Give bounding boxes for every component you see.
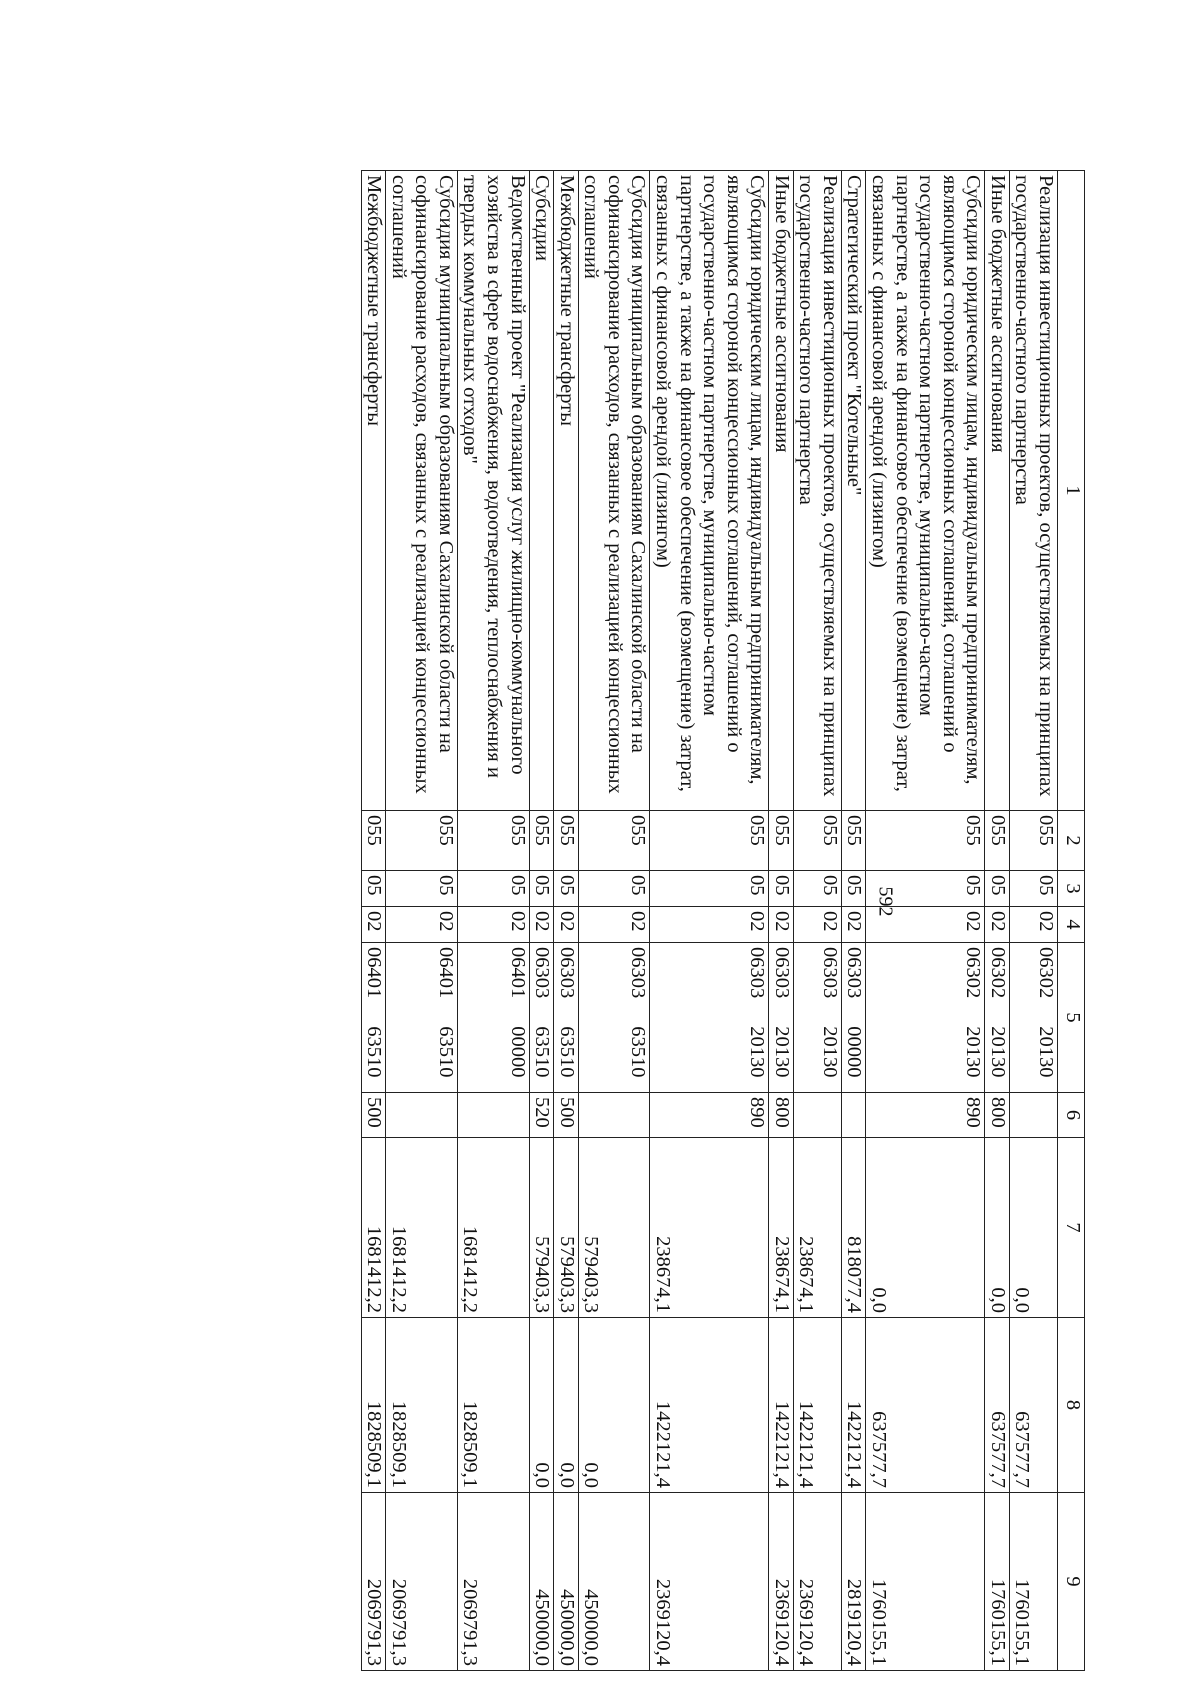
code-target-direction: 00000 xyxy=(506,1026,529,1078)
code-gov: 055 xyxy=(529,811,554,871)
code-type: 520 xyxy=(529,1093,554,1138)
code-section: 05 xyxy=(578,871,650,907)
table-row xyxy=(361,171,386,1671)
code-gov: 055 xyxy=(866,811,985,871)
code-type xyxy=(1009,1093,1057,1138)
value-col9: 2369120,4 xyxy=(793,1493,841,1671)
row-name: Межбюджетные трансферты xyxy=(361,171,386,811)
code-target xyxy=(554,943,579,1093)
row-name: Субсидии xyxy=(529,171,554,811)
value-col9: 450000,0 xyxy=(578,1493,650,1671)
code-target-direction: 63510 xyxy=(531,1026,554,1078)
code-subsection: 02 xyxy=(1009,907,1057,943)
value-col9: 2819120,4 xyxy=(841,1493,866,1671)
code-target xyxy=(793,943,841,1093)
code-target-program: 06303 xyxy=(555,947,578,999)
value-col7: 0,0 xyxy=(866,1138,985,1318)
header-cell: 9 xyxy=(1058,1493,1085,1671)
code-target xyxy=(529,943,554,1093)
table-row xyxy=(866,171,985,1671)
code-subsection: 02 xyxy=(793,907,841,943)
code-type xyxy=(386,1093,458,1138)
code-type xyxy=(457,1093,529,1138)
code-gov: 055 xyxy=(361,811,386,871)
table-row xyxy=(769,171,794,1671)
row-name: Субсидия муниципальным образованиям Сахалинской области на софинансирование расходов, связанных с реализацией концессионных соглашений xyxy=(578,171,650,811)
table-row xyxy=(529,171,554,1671)
code-section: 05 xyxy=(386,871,458,907)
code-target-direction: 20130 xyxy=(962,1026,985,1078)
code-subsection: 02 xyxy=(769,907,794,943)
value-col7: 579403,3 xyxy=(529,1138,554,1318)
code-gov: 055 xyxy=(793,811,841,871)
value-col8: 0,0 xyxy=(554,1318,579,1493)
code-section: 05 xyxy=(554,871,579,907)
code-target-direction: 63510 xyxy=(555,1026,578,1078)
value-col8: 637577,7 xyxy=(866,1318,985,1493)
code-gov: 055 xyxy=(1009,811,1057,871)
header-cell: 1 xyxy=(1058,171,1085,811)
value-col9: 2369120,4 xyxy=(769,1493,794,1671)
value-col8: 637577,7 xyxy=(985,1318,1010,1493)
code-gov: 055 xyxy=(841,811,866,871)
value-col9: 2069791,3 xyxy=(457,1493,529,1671)
code-section: 05 xyxy=(985,871,1010,907)
value-col9: 450000,0 xyxy=(554,1493,579,1671)
code-type xyxy=(841,1093,866,1138)
code-target xyxy=(841,943,866,1093)
code-target-program: 06302 xyxy=(962,947,985,999)
code-target xyxy=(1009,943,1057,1093)
value-col8: 1422121,4 xyxy=(650,1318,769,1493)
value-col9: 2069791,3 xyxy=(361,1493,386,1671)
code-type xyxy=(793,1093,841,1138)
table-row xyxy=(578,171,650,1671)
code-type: 500 xyxy=(361,1093,386,1138)
table-row xyxy=(793,171,841,1671)
row-name: Стратегический проект "Котельные" xyxy=(841,171,866,811)
header-cell: 7 xyxy=(1058,1138,1085,1318)
code-target-direction: 20130 xyxy=(746,1026,769,1078)
code-target-direction: 63510 xyxy=(363,1026,386,1078)
code-target-program: 06401 xyxy=(506,947,529,999)
page-number: 592 xyxy=(874,886,897,917)
value-col8: 1422121,4 xyxy=(841,1318,866,1493)
value-col7: 1681412,2 xyxy=(457,1138,529,1318)
code-subsection: 02 xyxy=(578,907,650,943)
header-row xyxy=(1058,171,1085,1671)
row-name: Ведомственный проект "Реализация услуг жилищно-коммунального хозяйства в сфере водоснабжения, водоотведения, теплоснабжения и твердых коммунальных отходов" xyxy=(457,171,529,811)
code-section: 05 xyxy=(793,871,841,907)
code-gov: 055 xyxy=(554,811,579,871)
code-target-program: 06303 xyxy=(627,947,650,999)
value-col7: 238674,1 xyxy=(769,1138,794,1318)
table-row xyxy=(650,171,769,1671)
value-col8: 0,0 xyxy=(529,1318,554,1493)
code-section: 05 xyxy=(866,871,985,907)
code-type: 800 xyxy=(769,1093,794,1138)
row-name: Субсидии юридическим лицам, индивидуальным предпринимателям, являющимся стороной концессионных соглашений, соглашений о государственно-частном партнерстве, муниципально-частном партнерстве, а также на финансовое обеспечение (возмещение) затрат, связанных с финансовой арендой (лизингом) xyxy=(866,171,985,811)
value-col9: 1760155,1 xyxy=(866,1493,985,1671)
code-section: 05 xyxy=(769,871,794,907)
code-subsection: 02 xyxy=(554,907,579,943)
code-target-direction: 63510 xyxy=(627,1026,650,1078)
table-row xyxy=(985,171,1010,1671)
code-target xyxy=(457,943,529,1093)
code-target-direction: 20130 xyxy=(986,1026,1009,1078)
code-section: 05 xyxy=(361,871,386,907)
value-col9: 450000,0 xyxy=(529,1493,554,1671)
code-target-program: 06303 xyxy=(531,947,554,999)
value-col8: 1828509,1 xyxy=(361,1318,386,1493)
budget-table xyxy=(361,170,1085,1671)
value-col7: 579403,3 xyxy=(578,1138,650,1318)
code-target xyxy=(361,943,386,1093)
header-cell: 5 xyxy=(1058,943,1085,1093)
value-col9: 2369120,4 xyxy=(650,1493,769,1671)
code-subsection: 02 xyxy=(650,907,769,943)
table-row xyxy=(457,171,529,1671)
value-col7: 0,0 xyxy=(985,1138,1010,1318)
code-subsection: 02 xyxy=(386,907,458,943)
value-col7: 0,0 xyxy=(1009,1138,1057,1318)
code-subsection: 02 xyxy=(529,907,554,943)
value-col8: 1828509,1 xyxy=(386,1318,458,1493)
code-section: 05 xyxy=(529,871,554,907)
code-section: 05 xyxy=(457,871,529,907)
code-subsection: 02 xyxy=(361,907,386,943)
value-col9: 2069791,3 xyxy=(386,1493,458,1671)
code-target xyxy=(650,943,769,1093)
code-target-program: 06303 xyxy=(818,947,841,999)
code-target xyxy=(866,943,985,1093)
value-col7: 579403,3 xyxy=(554,1138,579,1318)
value-col7: 1681412,2 xyxy=(386,1138,458,1318)
code-target-program: 06303 xyxy=(770,947,793,999)
code-target xyxy=(985,943,1010,1093)
row-name: Реализация инвестиционных проектов, осуществляемых на принципах государственно-частного партнерства xyxy=(793,171,841,811)
code-target-direction: 20130 xyxy=(770,1026,793,1078)
row-name: Реализация инвестиционных проектов, осуществляемых на принципах государственно-частного партнерства xyxy=(1009,171,1057,811)
code-section: 05 xyxy=(650,871,769,907)
value-col8: 1828509,1 xyxy=(457,1318,529,1493)
code-type: 890 xyxy=(866,1093,985,1138)
code-type: 800 xyxy=(985,1093,1010,1138)
value-col8: 637577,7 xyxy=(1009,1318,1057,1493)
code-target-direction: 00000 xyxy=(843,1026,866,1078)
code-target-program: 06401 xyxy=(434,947,457,999)
table-row xyxy=(386,171,458,1671)
value-col7: 818077,4 xyxy=(841,1138,866,1318)
code-target-program: 06303 xyxy=(843,947,866,999)
code-gov: 055 xyxy=(769,811,794,871)
row-name: Иные бюджетные ассигнования xyxy=(769,171,794,811)
code-target-program: 06302 xyxy=(986,947,1009,999)
code-target xyxy=(578,943,650,1093)
code-subsection: 02 xyxy=(866,907,985,943)
code-target xyxy=(386,943,458,1093)
header-cell: 4 xyxy=(1058,907,1085,943)
code-target-program: 06302 xyxy=(1035,947,1057,999)
code-subsection: 02 xyxy=(457,907,529,943)
header-cell: 3 xyxy=(1058,871,1085,907)
value-col7: 1681412,2 xyxy=(361,1138,386,1318)
code-gov: 055 xyxy=(650,811,769,871)
code-target-direction: 20130 xyxy=(1035,1026,1057,1078)
code-gov: 055 xyxy=(985,811,1010,871)
code-target-direction: 63510 xyxy=(434,1026,457,1078)
value-col9: 1760155,1 xyxy=(1009,1493,1057,1671)
header-cell: 8 xyxy=(1058,1318,1085,1493)
value-col7: 238674,1 xyxy=(650,1138,769,1318)
code-gov: 055 xyxy=(386,811,458,871)
value-col8: 0,0 xyxy=(578,1318,650,1493)
row-name: Межбюджетные трансферты xyxy=(554,171,579,811)
header-cell: 2 xyxy=(1058,811,1085,871)
value-col9: 1760155,1 xyxy=(985,1493,1010,1671)
code-section: 05 xyxy=(1009,871,1057,907)
code-type: 500 xyxy=(554,1093,579,1138)
table-row xyxy=(841,171,866,1671)
code-section: 05 xyxy=(841,871,866,907)
value-col7: 238674,1 xyxy=(793,1138,841,1318)
table-row xyxy=(1009,171,1057,1671)
row-name: Субсидия муниципальным образованиям Сахалинской области на софинансирование расходов, связанных с реализацией концессионных соглашений xyxy=(386,171,458,811)
code-subsection: 02 xyxy=(985,907,1010,943)
value-col8: 1422121,4 xyxy=(769,1318,794,1493)
rotated-page xyxy=(70,170,1085,1670)
code-gov: 055 xyxy=(457,811,529,871)
code-target-direction: 20130 xyxy=(818,1026,841,1078)
table-row xyxy=(554,171,579,1671)
row-name: Субсидии юридическим лицам, индивидуальным предпринимателям, являющимся стороной концессионных соглашений, соглашений о государственно-частном партнерстве, муниципально-частном партнерстве, а также на финансовое обеспечение (возмещение) затрат, связанных с финансовой арендой (лизингом) xyxy=(650,171,769,811)
value-col8: 1422121,4 xyxy=(793,1318,841,1493)
code-target-program: 06401 xyxy=(363,947,386,999)
code-subsection: 02 xyxy=(841,907,866,943)
code-type: 890 xyxy=(650,1093,769,1138)
header-cell: 6 xyxy=(1058,1093,1085,1138)
code-target-program: 06303 xyxy=(746,947,769,999)
code-type xyxy=(578,1093,650,1138)
code-target xyxy=(769,943,794,1093)
code-gov: 055 xyxy=(578,811,650,871)
row-name: Иные бюджетные ассигнования xyxy=(985,171,1010,811)
